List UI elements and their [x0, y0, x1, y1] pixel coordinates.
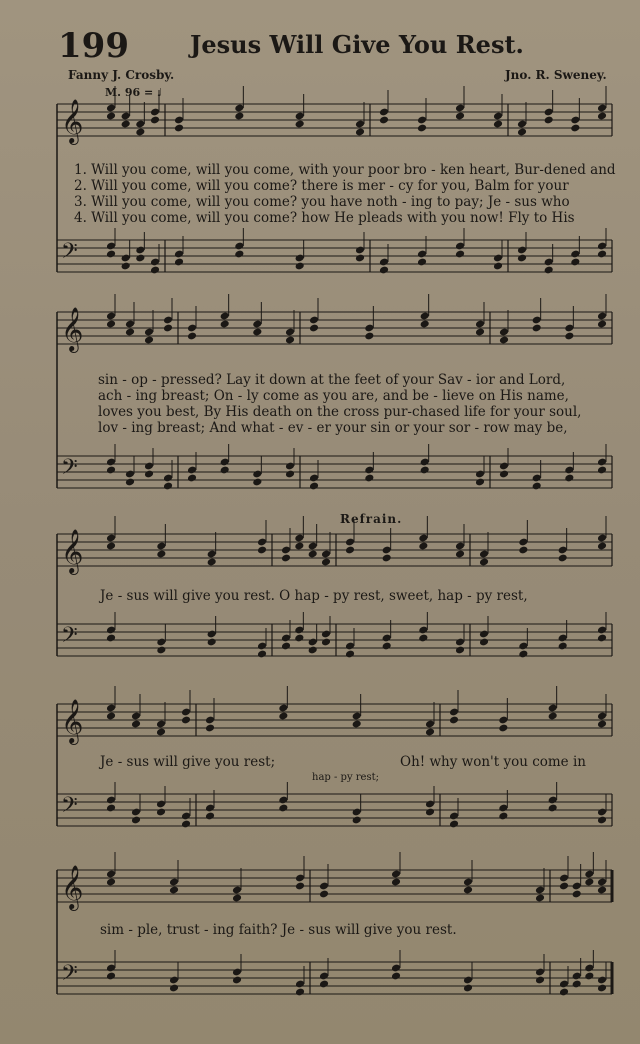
note-head — [584, 878, 594, 887]
note-head — [382, 554, 392, 563]
note-head — [106, 804, 116, 813]
note-head — [131, 816, 141, 825]
music-credit: Jno. R. Sweney. — [505, 68, 607, 82]
refrain-label: Refrain. — [340, 512, 403, 526]
refrain-line-2-end: Oh! why won't you come in — [400, 754, 586, 770]
note-head — [364, 332, 374, 341]
note-head — [597, 250, 607, 259]
note-head — [220, 466, 230, 475]
note-head — [352, 816, 362, 825]
note-head — [308, 646, 318, 655]
note-head — [597, 466, 607, 475]
note-head — [309, 482, 319, 491]
note-head — [535, 894, 545, 903]
note-head — [418, 634, 428, 643]
note-head — [517, 254, 527, 263]
note-head — [391, 972, 401, 981]
note-head — [135, 128, 145, 137]
note-head — [234, 250, 244, 259]
note-head — [425, 808, 435, 817]
bass-clef-icon: 𝄢 — [61, 623, 78, 653]
note-head — [499, 336, 509, 345]
note-head — [535, 976, 545, 985]
note-head — [455, 646, 465, 655]
note-head — [558, 642, 568, 651]
note-head — [391, 878, 401, 887]
verse-4-line-1: 4. Will you come, will you come? how He pleads with you now! Fly to His — [74, 210, 575, 226]
note-head — [174, 124, 184, 133]
note-head — [475, 478, 485, 487]
note-head — [294, 542, 304, 551]
note-head — [597, 542, 607, 551]
note-head — [597, 112, 607, 121]
note-head — [355, 254, 365, 263]
refrain-line-3: sim - ple, trust - ing faith? Je - sus will give you rest. — [100, 922, 457, 938]
verse-2-line-2: ach - ing breast; On - ly come as you are, and be - lieve on His name, — [98, 388, 569, 404]
note-head — [121, 120, 131, 129]
treble-clef-icon: 𝄞 — [61, 307, 84, 351]
note-head — [106, 972, 116, 981]
note-head — [174, 258, 184, 267]
note-head — [493, 120, 503, 129]
note-head — [425, 728, 435, 737]
note-head — [420, 320, 430, 329]
note-head — [144, 336, 154, 345]
note-head — [544, 116, 554, 125]
verse-3-line-2: loves you best, By His death on the cross pur-chased life for your soul, — [98, 404, 582, 420]
note-head — [517, 128, 527, 137]
note-head — [106, 112, 116, 121]
bass-clef-icon: 𝄢 — [61, 793, 78, 823]
note-head — [181, 820, 191, 829]
note-head — [278, 804, 288, 813]
note-head — [294, 634, 304, 643]
note-head — [257, 546, 267, 555]
note-head — [548, 804, 558, 813]
note-head — [559, 882, 569, 891]
note-head — [156, 646, 166, 655]
note-head — [278, 712, 288, 721]
note-head — [106, 466, 116, 475]
note-head — [106, 250, 116, 259]
note-head — [181, 716, 191, 725]
verse-4-line-2: lov - ing breast; And what - ev - er your sin or your sor - row may be, — [98, 420, 568, 436]
hymn-number: 199 — [58, 26, 129, 66]
note-head — [156, 808, 166, 817]
note-head — [125, 478, 135, 487]
note-head — [281, 642, 291, 651]
refrain-line-2: Je - sus will give you rest; — [100, 754, 276, 770]
note-head — [597, 886, 607, 895]
bass-clef-icon: 𝄢 — [61, 239, 78, 269]
note-head — [518, 650, 528, 659]
treble-clef-icon: 𝄞 — [61, 699, 84, 743]
note-head — [163, 482, 173, 491]
bass-clef-icon: 𝄢 — [61, 455, 78, 485]
note-head — [382, 642, 392, 651]
note-head — [597, 720, 607, 729]
note-head — [455, 250, 465, 259]
treble-clef-icon: 𝄞 — [61, 99, 84, 143]
note-head — [131, 720, 141, 729]
note-head — [493, 262, 503, 271]
note-head — [597, 320, 607, 329]
note-head — [319, 890, 329, 899]
note-head — [544, 266, 554, 275]
note-head — [449, 820, 459, 829]
note-head — [321, 638, 331, 647]
note-head — [463, 984, 473, 993]
note-head — [559, 988, 569, 997]
note-head — [106, 320, 116, 329]
note-head — [252, 478, 262, 487]
refrain-line-2-bass: hap - py rest; — [312, 772, 379, 783]
note-head — [187, 474, 197, 483]
note-head — [498, 812, 508, 821]
note-head — [355, 128, 365, 137]
note-head — [106, 634, 116, 643]
note-head — [455, 550, 465, 559]
note-head — [379, 266, 389, 275]
note-head — [295, 120, 305, 129]
note-head — [252, 328, 262, 337]
note-head — [499, 470, 509, 479]
note-head — [345, 650, 355, 659]
hymn-title: Jesus Will Give You Rest. — [190, 30, 524, 59]
treble-clef-icon: 𝄞 — [61, 865, 84, 909]
note-head — [319, 980, 329, 989]
note-head — [187, 332, 197, 341]
note-head — [321, 558, 331, 567]
note-head — [379, 116, 389, 125]
note-head — [463, 886, 473, 895]
note-head — [597, 816, 607, 825]
note-head — [449, 716, 459, 725]
treble-clef-icon: 𝄞 — [61, 529, 84, 573]
note-head — [207, 558, 217, 567]
note-head — [150, 266, 160, 275]
note-head — [479, 638, 489, 647]
note-head — [597, 634, 607, 643]
note-head — [257, 650, 267, 659]
note-head — [417, 124, 427, 133]
note-head — [564, 474, 574, 483]
note-head — [207, 638, 217, 647]
note-head — [232, 894, 242, 903]
note-head — [281, 554, 291, 563]
note-head — [150, 116, 160, 125]
note-head — [135, 254, 145, 263]
note-head — [106, 712, 116, 721]
note-head — [156, 550, 166, 559]
note-head — [418, 542, 428, 551]
note-head — [169, 984, 179, 993]
note-head — [285, 336, 295, 345]
note-head — [295, 882, 305, 891]
verse-2-line-1: 2. Will you come, will you come? there is mer - cy for you, Balm for your — [74, 178, 569, 194]
note-head — [295, 988, 305, 997]
note-head — [232, 976, 242, 985]
note-head — [234, 112, 244, 121]
note-head — [295, 262, 305, 271]
note-head — [121, 262, 131, 271]
tempo-marking: M. 96 = ♩ — [105, 86, 163, 99]
note-head — [308, 550, 318, 559]
note-head — [106, 878, 116, 887]
note-head — [169, 886, 179, 895]
note-head — [205, 724, 215, 733]
note-head — [570, 258, 580, 267]
verse-1-line-1: 1. Will you come, will you come, with your poor bro - ken heart, Bur-dened and — [74, 162, 616, 178]
note-head — [285, 470, 295, 479]
note-head — [532, 324, 542, 333]
bass-clef-icon: 𝄢 — [61, 961, 78, 991]
note-head — [420, 466, 430, 475]
words-credit: Fanny J. Crosby. — [68, 68, 175, 82]
note-head — [156, 728, 166, 737]
note-head — [548, 712, 558, 721]
note-head — [532, 482, 542, 491]
note-head — [475, 328, 485, 337]
note-head — [572, 980, 582, 989]
note-head — [220, 320, 230, 329]
note-head — [564, 332, 574, 341]
verse-3-line-1: 3. Will you come, will you come? you have noth - ing to pay; Je - sus who — [74, 194, 570, 210]
note-head — [125, 328, 135, 337]
note-head — [106, 542, 116, 551]
note-head — [597, 984, 607, 993]
note-head — [205, 812, 215, 821]
note-head — [345, 546, 355, 555]
note-head — [584, 972, 594, 981]
note-head — [163, 324, 173, 333]
note-head — [364, 474, 374, 483]
verse-1-line-2: sin - op - pressed? Lay it down at the feet of your Sav - ior and Lord, — [98, 372, 566, 388]
note-head — [479, 558, 489, 567]
note-head — [572, 890, 582, 899]
refrain-line-1: Je - sus will give you rest. O hap - py rest, sweet, hap - py rest, — [100, 588, 528, 604]
note-head — [309, 324, 319, 333]
note-head — [417, 258, 427, 267]
note-head — [570, 124, 580, 133]
note-head — [352, 720, 362, 729]
note-head — [455, 112, 465, 121]
note-head — [518, 546, 528, 555]
note-head — [498, 724, 508, 733]
note-head — [558, 554, 568, 563]
note-head — [144, 470, 154, 479]
